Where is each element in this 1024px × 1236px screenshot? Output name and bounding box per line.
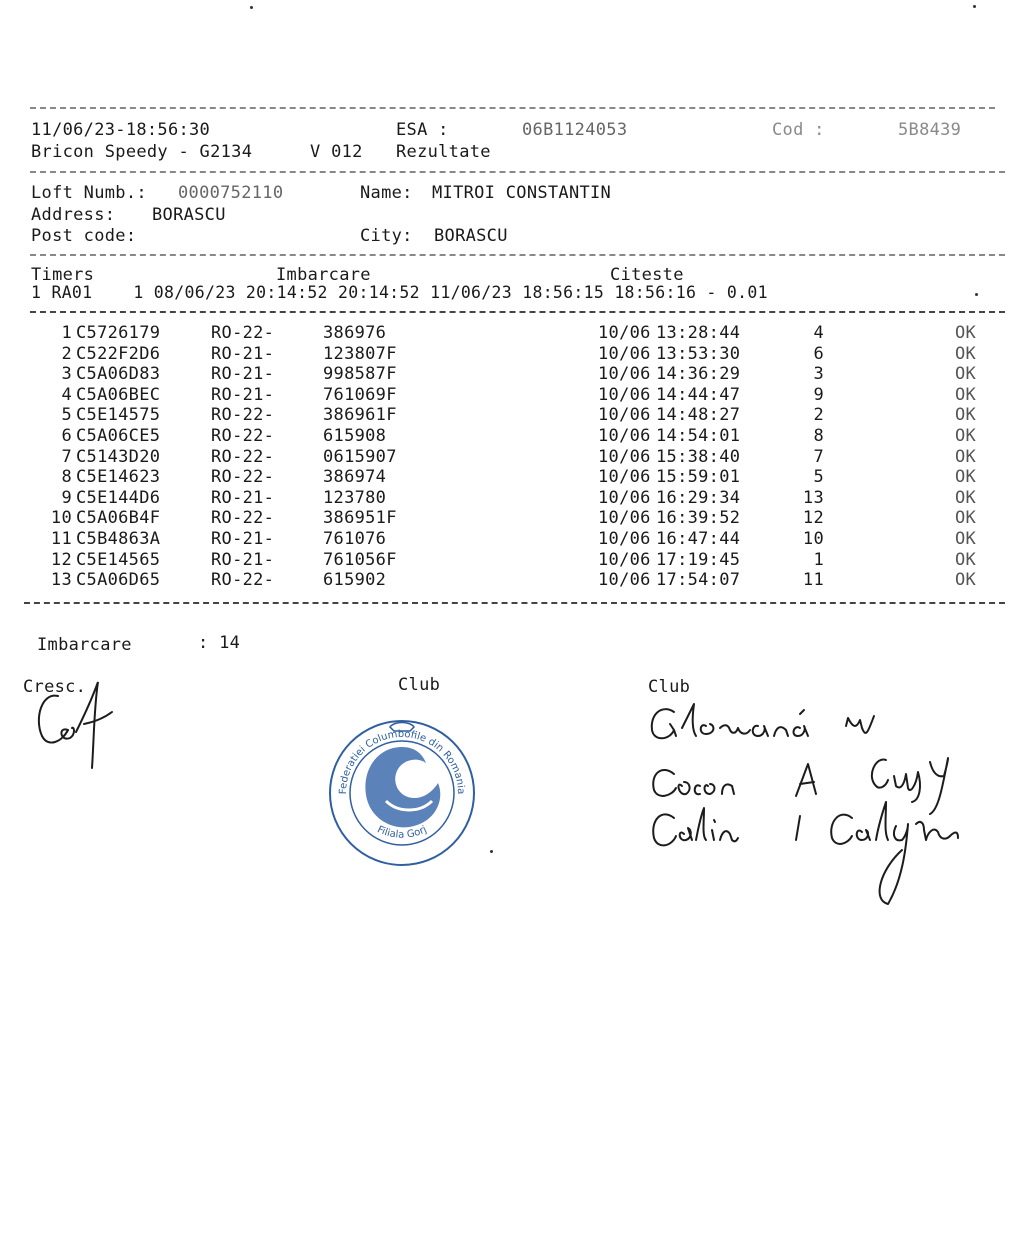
chip-id: C5726179: [76, 323, 161, 343]
chip-id: C5B4863A: [76, 529, 161, 549]
arrival-time: 15:38:40: [656, 446, 741, 467]
ring-number: 0615907: [323, 446, 397, 467]
table-row: [0, 344, 1024, 365]
ring-prefix: RO-21-: [211, 529, 275, 549]
arrival-date: 10/06: [598, 405, 651, 426]
arrival-date: 10/06: [598, 446, 651, 467]
table-row: [0, 488, 1024, 509]
position: 10: [802, 529, 824, 549]
ring-prefix: RO-21-: [211, 487, 275, 508]
status-ok: OK: [955, 364, 977, 385]
city-label: City:: [360, 226, 413, 246]
table-row: [0, 364, 1024, 385]
arrival-date: 10/06: [598, 529, 651, 549]
arrival-date: 10/06: [598, 549, 651, 570]
loft-number-label: Loft Numb.:: [31, 183, 147, 203]
chip-id: C5E14575: [76, 405, 161, 426]
table-row: [0, 570, 1024, 591]
address-label: Address:: [31, 205, 116, 225]
report-type: Rezultate: [396, 142, 491, 162]
address-value: BORASCU: [152, 205, 226, 225]
chip-id: C522F2D6: [76, 343, 161, 364]
position: 11: [802, 570, 824, 591]
arrival-date: 10/06: [598, 364, 651, 385]
ring-prefix: RO-22-: [211, 323, 275, 343]
arrival-date: 10/06: [598, 570, 651, 591]
arrival-time: 16:47:44: [656, 529, 741, 549]
arrival-time: 17:19:45: [656, 549, 741, 570]
position: 7: [813, 446, 824, 467]
ring-number: 386974: [323, 467, 387, 488]
row-number: 3: [61, 364, 72, 385]
arrival-date: 10/06: [598, 426, 651, 446]
stamp-seal-icon: [326, 717, 478, 869]
table-row: [0, 447, 1024, 468]
arrival-time: 14:44:47: [656, 384, 741, 405]
arrival-date: 10/06: [598, 467, 651, 488]
arrival-time: 15:59:01: [656, 467, 741, 488]
row-number: 4: [61, 384, 72, 405]
arrival-date: 10/06: [598, 508, 651, 529]
arrival-date: 10/06: [598, 323, 651, 343]
arrival-date: 10/06: [598, 384, 651, 405]
row-number: 13: [50, 570, 72, 591]
ring-number: 123807F: [323, 343, 397, 364]
row-number: 8: [61, 467, 72, 488]
club-label-stamp: Club: [398, 675, 441, 695]
cod-value: 5B8439: [898, 120, 962, 140]
status-ok: OK: [955, 508, 977, 529]
chip-id: C5143D20: [76, 446, 161, 467]
chip-id: C5E14565: [76, 549, 161, 570]
committee-signatures: [640, 690, 970, 910]
paper-speck: [973, 5, 976, 8]
imbarcare-summary-label: Imbarcare: [37, 635, 132, 655]
ring-prefix: RO-22-: [211, 405, 275, 426]
citeste-column-label: Citeste: [610, 265, 684, 285]
status-ok: OK: [955, 529, 977, 549]
paper-speck: [250, 6, 253, 9]
position: 4: [813, 323, 824, 343]
table-row: [0, 323, 1024, 344]
chip-id: C5E14623: [76, 467, 161, 488]
arrival-time: 13:53:30: [656, 343, 741, 364]
row-number: 2: [61, 343, 72, 364]
ring-prefix: RO-22-: [211, 426, 275, 446]
position: 1: [813, 549, 824, 570]
imbarcare-column-label: Imbarcare: [276, 265, 371, 285]
chip-id: C5A06BEC: [76, 384, 161, 405]
ring-prefix: RO-21-: [211, 343, 275, 364]
table-row: [0, 529, 1024, 550]
table-row: [0, 467, 1024, 488]
position: 3: [813, 364, 824, 385]
row-number: 10: [50, 508, 72, 529]
arrival-time: 13:28:44: [656, 323, 741, 343]
position: 6: [813, 343, 824, 364]
position: 8: [813, 426, 824, 446]
position: 5: [813, 467, 824, 488]
ring-prefix: RO-21-: [211, 384, 275, 405]
timers-label: Timers: [31, 265, 95, 285]
loft-name-label: Name:: [360, 183, 413, 203]
table-row: [0, 508, 1024, 529]
arrival-time: 16:29:34: [656, 487, 741, 508]
status-ok: OK: [955, 487, 977, 508]
cresc-label: Cresc.: [23, 677, 87, 697]
loft-number: 0000752110: [178, 183, 284, 203]
paper-speck: [975, 293, 978, 296]
arrival-time: 16:39:52: [656, 508, 741, 529]
city-value: BORASCU: [434, 226, 508, 246]
ring-number: 761076: [323, 529, 387, 549]
chip-id: C5A06D83: [76, 364, 161, 385]
arrival-time: 14:54:01: [656, 426, 741, 446]
esa-label: ESA :: [396, 120, 449, 140]
separator-line: [24, 602, 1005, 604]
paper-speck: [490, 850, 493, 853]
ring-number: 386951F: [323, 508, 397, 529]
club-stamp: [326, 717, 478, 869]
ring-prefix: RO-21-: [211, 364, 275, 385]
ring-number: 998587F: [323, 364, 397, 385]
position: 9: [813, 384, 824, 405]
table-row: [0, 405, 1024, 426]
status-ok: OK: [955, 549, 977, 570]
loft-name: MITROI CONSTANTIN: [432, 183, 612, 203]
ring-number: 123780: [323, 487, 387, 508]
ring-number: 386961F: [323, 405, 397, 426]
chip-id: C5A06B4F: [76, 508, 161, 529]
ring-number: 761056F: [323, 549, 397, 570]
breeder-signature: [28, 678, 128, 778]
chip-id: C5A06D65: [76, 570, 161, 591]
device-name: Bricon Speedy - G2134: [31, 142, 253, 162]
ring-number: 761069F: [323, 384, 397, 405]
status-ok: OK: [955, 446, 977, 467]
position: 12: [802, 508, 824, 529]
separator-line: [30, 107, 995, 109]
ring-prefix: RO-21-: [211, 549, 275, 570]
row-number: 11: [50, 529, 72, 549]
chip-id: C5A06CE5: [76, 426, 161, 446]
separator-line: [30, 171, 1005, 173]
row-number: 1: [61, 323, 72, 343]
separator-line: [30, 311, 1005, 313]
arrival-time: 14:48:27: [656, 405, 741, 426]
row-number: 12: [50, 549, 72, 570]
arrival-time: 17:54:07: [656, 570, 741, 591]
table-row: [0, 426, 1024, 447]
row-number: 5: [61, 405, 72, 426]
status-ok: OK: [955, 384, 977, 405]
postcode-label: Post code:: [31, 226, 137, 246]
status-ok: OK: [955, 426, 977, 446]
chip-id: C5E144D6: [76, 487, 161, 508]
stamp-text-top: Federatiei Columbofile din Romania: [337, 728, 467, 795]
row-number: 7: [61, 446, 72, 467]
table-row: [0, 550, 1024, 571]
separator-line: [30, 254, 1005, 256]
imbarcare-summary-value: : 14: [198, 633, 241, 653]
club-label-signatures: Club: [648, 677, 691, 697]
esa-value: 06B1124053: [522, 120, 628, 140]
position: 13: [802, 487, 824, 508]
row-number: 9: [61, 487, 72, 508]
arrival-time: 14:36:29: [656, 364, 741, 385]
ring-number: 386976: [323, 323, 387, 343]
position: 2: [813, 405, 824, 426]
status-ok: OK: [955, 467, 977, 488]
cod-label: Cod :: [772, 120, 825, 140]
ring-prefix: RO-22-: [211, 467, 275, 488]
device-version: V 012: [310, 142, 363, 162]
status-ok: OK: [955, 570, 977, 591]
header-datetime: 11/06/23-18:56:30: [31, 120, 211, 140]
status-ok: OK: [955, 405, 977, 426]
table-row: [0, 385, 1024, 406]
status-ok: OK: [955, 323, 977, 343]
arrival-date: 10/06: [598, 487, 651, 508]
ring-number: 615908: [323, 426, 387, 446]
ring-prefix: RO-22-: [211, 508, 275, 529]
timer-line: 1 RA01 1 08/06/23 20:14:52 20:14:52 11/06/23 18:56:15 18:56:16 - 0.01: [31, 283, 768, 302]
ring-prefix: RO-22-: [211, 446, 275, 467]
row-number: 6: [61, 426, 72, 446]
ring-number: 615902: [323, 570, 387, 591]
stamp-text-bottom: Filiala Gorj: [375, 824, 429, 841]
arrival-date: 10/06: [598, 343, 651, 364]
ring-prefix: RO-22-: [211, 570, 275, 591]
status-ok: OK: [955, 343, 977, 364]
